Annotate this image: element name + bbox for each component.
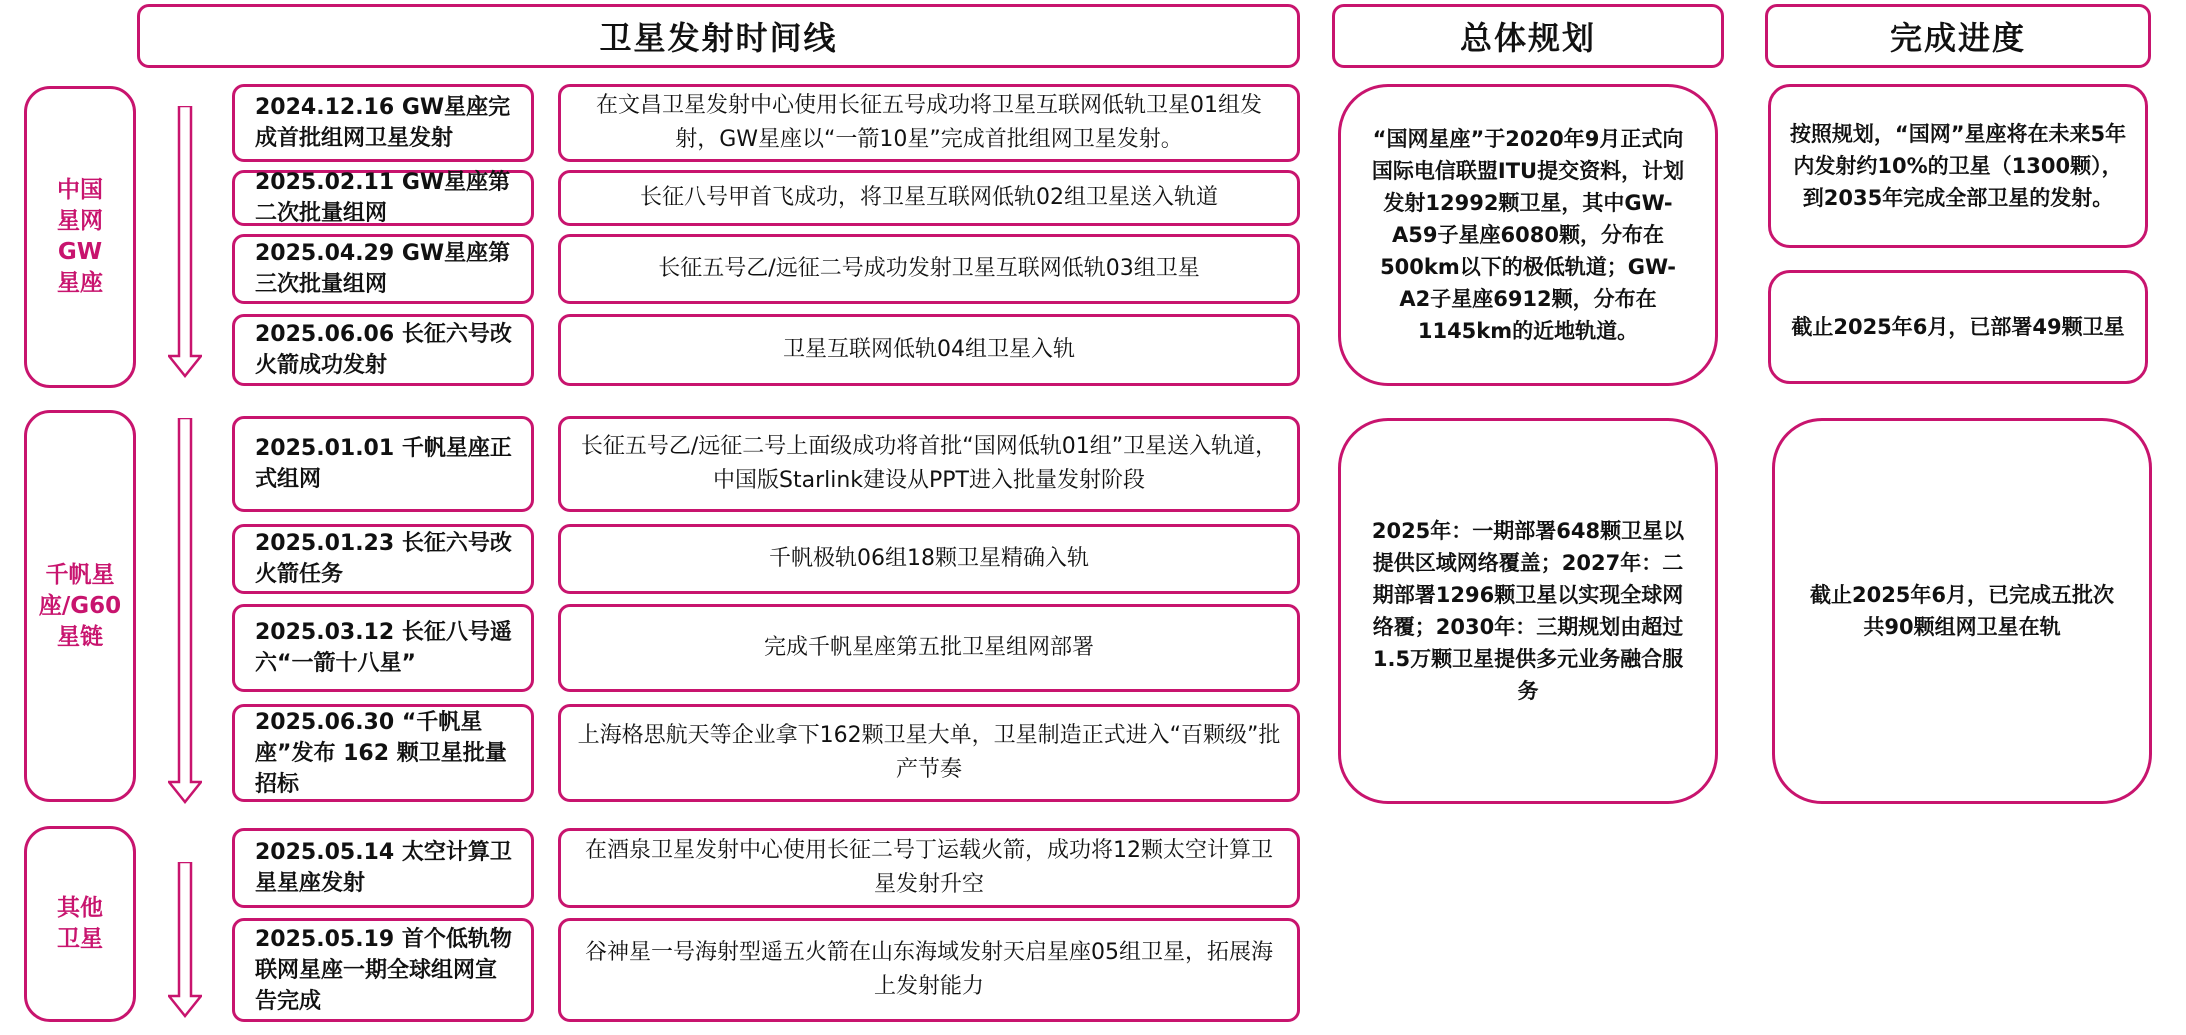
qianfan-event-2-desc-text: 千帆极轨06组18颗卫星精确入轨 xyxy=(769,546,1089,571)
gw-event-2-date-text: 2025.02.11 GW星座第二次批量组网 xyxy=(255,170,511,226)
category-qianfan xyxy=(24,410,136,802)
timeline-arrow-gw xyxy=(168,106,202,378)
other-event-2-date-text: 2025.05.19 首个低轨物联网星座一期全球组网宣告完成 xyxy=(255,926,512,1014)
progress-header xyxy=(1765,4,2151,68)
progress-gw-plan xyxy=(1768,84,2148,248)
qianfan-event-4-date xyxy=(232,704,534,802)
plan-gw-text: “国网星座”于2020年9月正式向国际电信联盟ITU提交资料，计划发射12992颗卫星，其中GW-A59子星座6080颗，分布在500km以下的极低轨道；GW-A2子星座6912颗，分布在1145km的近地轨道。 xyxy=(1371,127,1685,343)
qianfan-event-2-date xyxy=(232,524,534,594)
category-qianfan-label: 千帆星座/G60星链 xyxy=(38,561,122,650)
plan-header-text: 总体规划 xyxy=(1459,19,1596,57)
other-event-1-date-text: 2025.05.14 太空计算卫星星座发射 xyxy=(255,840,512,896)
timeline-arrow-qianfan xyxy=(168,418,202,804)
qianfan-event-1-date xyxy=(232,416,534,512)
qianfan-event-2-desc xyxy=(558,524,1300,594)
qianfan-event-1-date-text: 2025.01.01 千帆星座正式组网 xyxy=(255,436,512,492)
qianfan-event-3-desc-text: 完成千帆星座第五批卫星组网部署 xyxy=(763,635,1094,660)
gw-event-3-desc-text: 长征五号乙/远征二号成功发射卫星互联网低轨03组卫星 xyxy=(658,256,1200,281)
qianfan-event-3-desc xyxy=(558,604,1300,692)
gw-event-4-date-text: 2025.06.06 长征六号改火箭成功发射 xyxy=(255,322,512,378)
gw-event-2-desc-text: 长征八号甲首飞成功，将卫星互联网低轨02组卫星送入轨道 xyxy=(640,185,1218,210)
gw-event-2-date xyxy=(232,170,534,226)
qianfan-event-1-desc-text: 长征五号乙/远征二号上面级成功将首批“国网低轨01组”卫星送入轨道，中国版Starlink建设从PPT进入批量发射阶段 xyxy=(580,434,1278,493)
plan-header xyxy=(1332,4,1724,68)
other-event-2-desc xyxy=(558,918,1300,1022)
qianfan-event-4-desc xyxy=(558,704,1300,802)
category-gw xyxy=(24,86,136,388)
progress-gw-status xyxy=(1768,270,2148,384)
gw-event-4-desc-text: 卫星互联网低轨04组卫星入轨 xyxy=(783,337,1075,362)
progress-qianfan-status xyxy=(1772,418,2152,804)
qianfan-event-3-date xyxy=(232,604,534,692)
qianfan-event-4-date-text: 2025.06.30 “千帆星座”发布 162 颗卫星批量招标 xyxy=(255,709,507,797)
progress-gw-plan-text: 按照规划，“国网”星座将在未来5年内发射约10%的卫星（1300颗），到2035年完成全部卫星的发射。 xyxy=(1789,122,2127,210)
qianfan-event-4-desc-text: 上海格思航天等企业拿下162颗卫星大单，卫星制造正式进入“百颗级”批产节奏 xyxy=(577,723,1281,782)
plan-qianfan-text: 2025年：一期部署648颗卫星以提供区域网络覆盖；2027年：二期部署1296颗卫星以实现全球网络覆；2030年：三期规划由超过1.5万颗卫星提供多元业务融合服务 xyxy=(1371,519,1685,703)
gw-event-3-date xyxy=(232,234,534,304)
gw-event-2-desc xyxy=(558,170,1300,226)
progress-header-text: 完成进度 xyxy=(1889,19,2026,57)
other-event-2-date xyxy=(232,918,534,1022)
other-event-1-date xyxy=(232,828,534,908)
category-other xyxy=(24,826,136,1022)
category-gw-label: 中国星网GW星座 xyxy=(57,177,103,296)
timeline-header-text: 卫星发射时间线 xyxy=(599,19,838,57)
plan-qianfan xyxy=(1338,418,1718,804)
qianfan-event-1-desc xyxy=(558,416,1300,512)
other-event-1-desc-text: 在酒泉卫星发射中心使用长征二号丁运载火箭，成功将12颗太空计算卫星发射升空 xyxy=(585,838,1273,897)
other-event-1-desc xyxy=(558,828,1300,908)
plan-gw xyxy=(1338,84,1718,386)
gw-event-1-date-text: 2024.12.16 GW星座完成首批组网卫星发射 xyxy=(255,95,511,151)
category-other-label: 其他卫星 xyxy=(57,895,103,952)
gw-event-1-desc-text: 在文昌卫星发射中心使用长征五号成功将卫星互联网低轨卫星01组发射，GW星座以“一箭10星”完成首批组网卫星发射。 xyxy=(596,93,1262,152)
progress-gw-status-text: 截止2025年6月，已部署49颗卫星 xyxy=(1791,315,2125,339)
gw-event-4-date xyxy=(232,314,534,386)
other-event-2-desc-text: 谷神星一号海射型遥五火箭在山东海域发射天启星座05组卫星，拓展海上发射能力 xyxy=(585,940,1273,999)
gw-event-3-desc xyxy=(558,234,1300,304)
gw-event-1-date xyxy=(232,84,534,162)
gw-event-1-desc xyxy=(558,84,1300,162)
gw-event-4-desc xyxy=(558,314,1300,386)
progress-qianfan-status-text: 截止2025年6月，已完成五批次共90颗组网卫星在轨 xyxy=(1809,583,2115,639)
timeline-arrow-other xyxy=(168,862,202,1018)
qianfan-event-2-date-text: 2025.01.23 长征六号改火箭任务 xyxy=(255,531,512,587)
gw-event-3-date-text: 2025.04.29 GW星座第三次批量组网 xyxy=(255,241,511,297)
qianfan-event-3-date-text: 2025.03.12 长征八号遥六“一箭十八星” xyxy=(255,620,512,676)
timeline-header xyxy=(137,4,1300,68)
